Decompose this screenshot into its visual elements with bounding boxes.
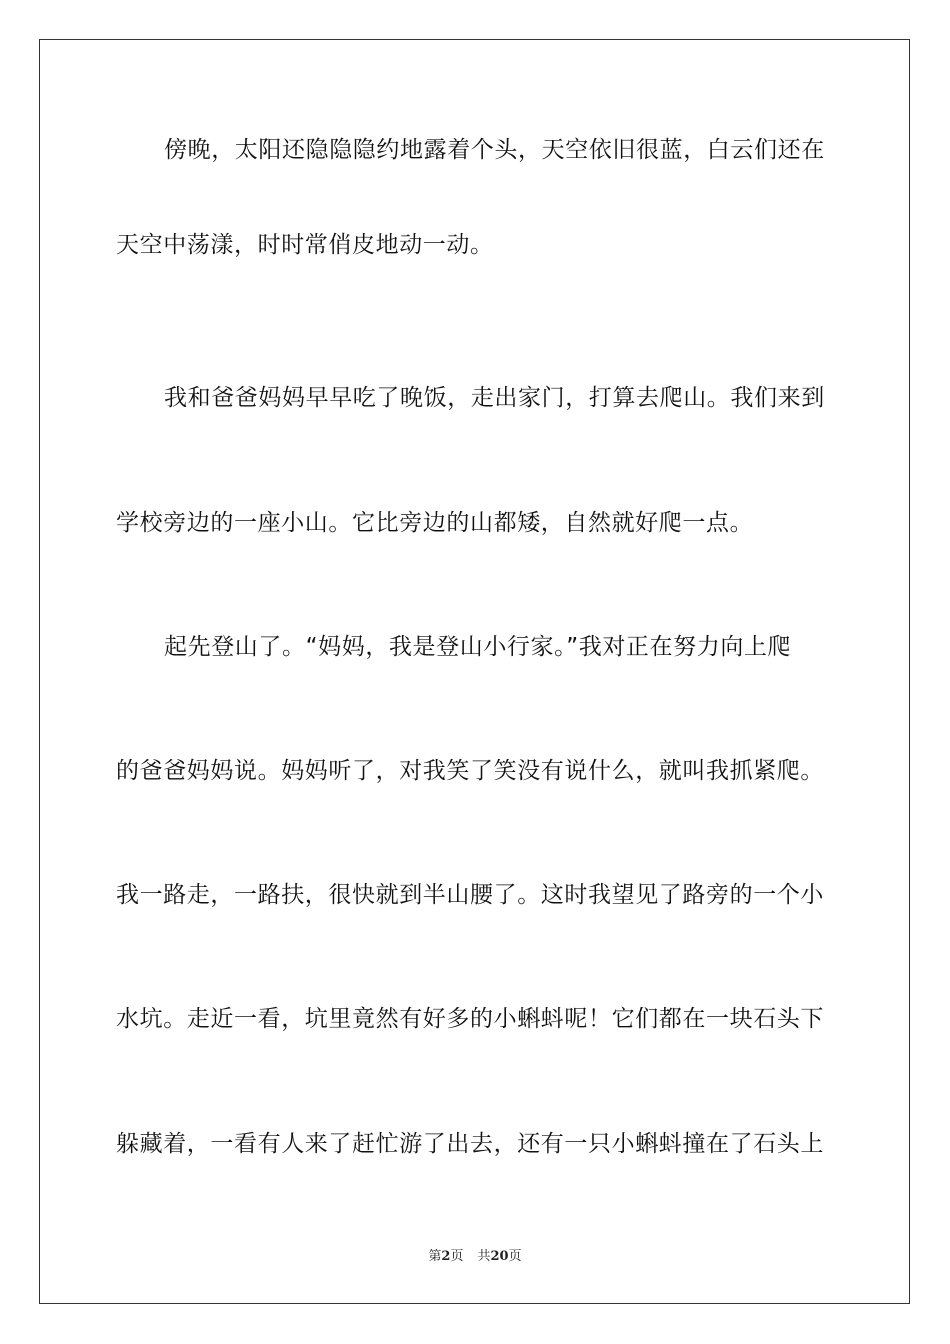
paragraph-3-line-4: 水坑。走近一看，坑里竟然有好多的小蝌蚪呢！它们都在一块石头下 xyxy=(116,1006,824,1032)
page-footer xyxy=(0,1248,950,1266)
page-border xyxy=(39,39,910,1304)
paragraph-3-line-1: 起先登山了。“妈妈，我是登山小行家。”我对正在努力向上爬 xyxy=(164,634,792,660)
page-total-count: 20 xyxy=(490,1249,509,1264)
paragraph-2-line-2: 学校旁边的一座小山。它比旁边的山都矮，自然就好爬一点。 xyxy=(116,510,754,536)
paragraph-3-line-2: 的爸爸妈妈说。妈妈听了，对我笑了笑没有说什么，就叫我抓紧爬。 xyxy=(116,758,824,784)
page-total-suffix: 页 xyxy=(508,1249,522,1264)
paragraph-3-line-5: 躲藏着，一看有人来了赶忙游了出去，还有一只小蝌蚪撞在了石头上 xyxy=(116,1131,824,1157)
page-number-suffix: 页 xyxy=(450,1249,464,1264)
paragraph-1-line-2: 天空中荡漾，时时常俏皮地动一动。 xyxy=(116,232,494,258)
page-number-current: 2 xyxy=(441,1249,451,1264)
paragraph-3-line-3: 我一路走，一路扶，很快就到半山腰了。这时我望见了路旁的一个小 xyxy=(116,882,824,908)
page-total-prefix: 共 xyxy=(477,1249,491,1264)
paragraph-2-line-1: 我和爸爸妈妈早早吃了晚饭，走出家门，打算去爬山。我们来到 xyxy=(164,385,825,411)
paragraph-1-line-1: 傍晚，太阳还隐隐隐约地露着个头，天空依旧很蓝，白云们还在 xyxy=(164,137,825,163)
page-number-prefix: 第 xyxy=(428,1249,442,1264)
